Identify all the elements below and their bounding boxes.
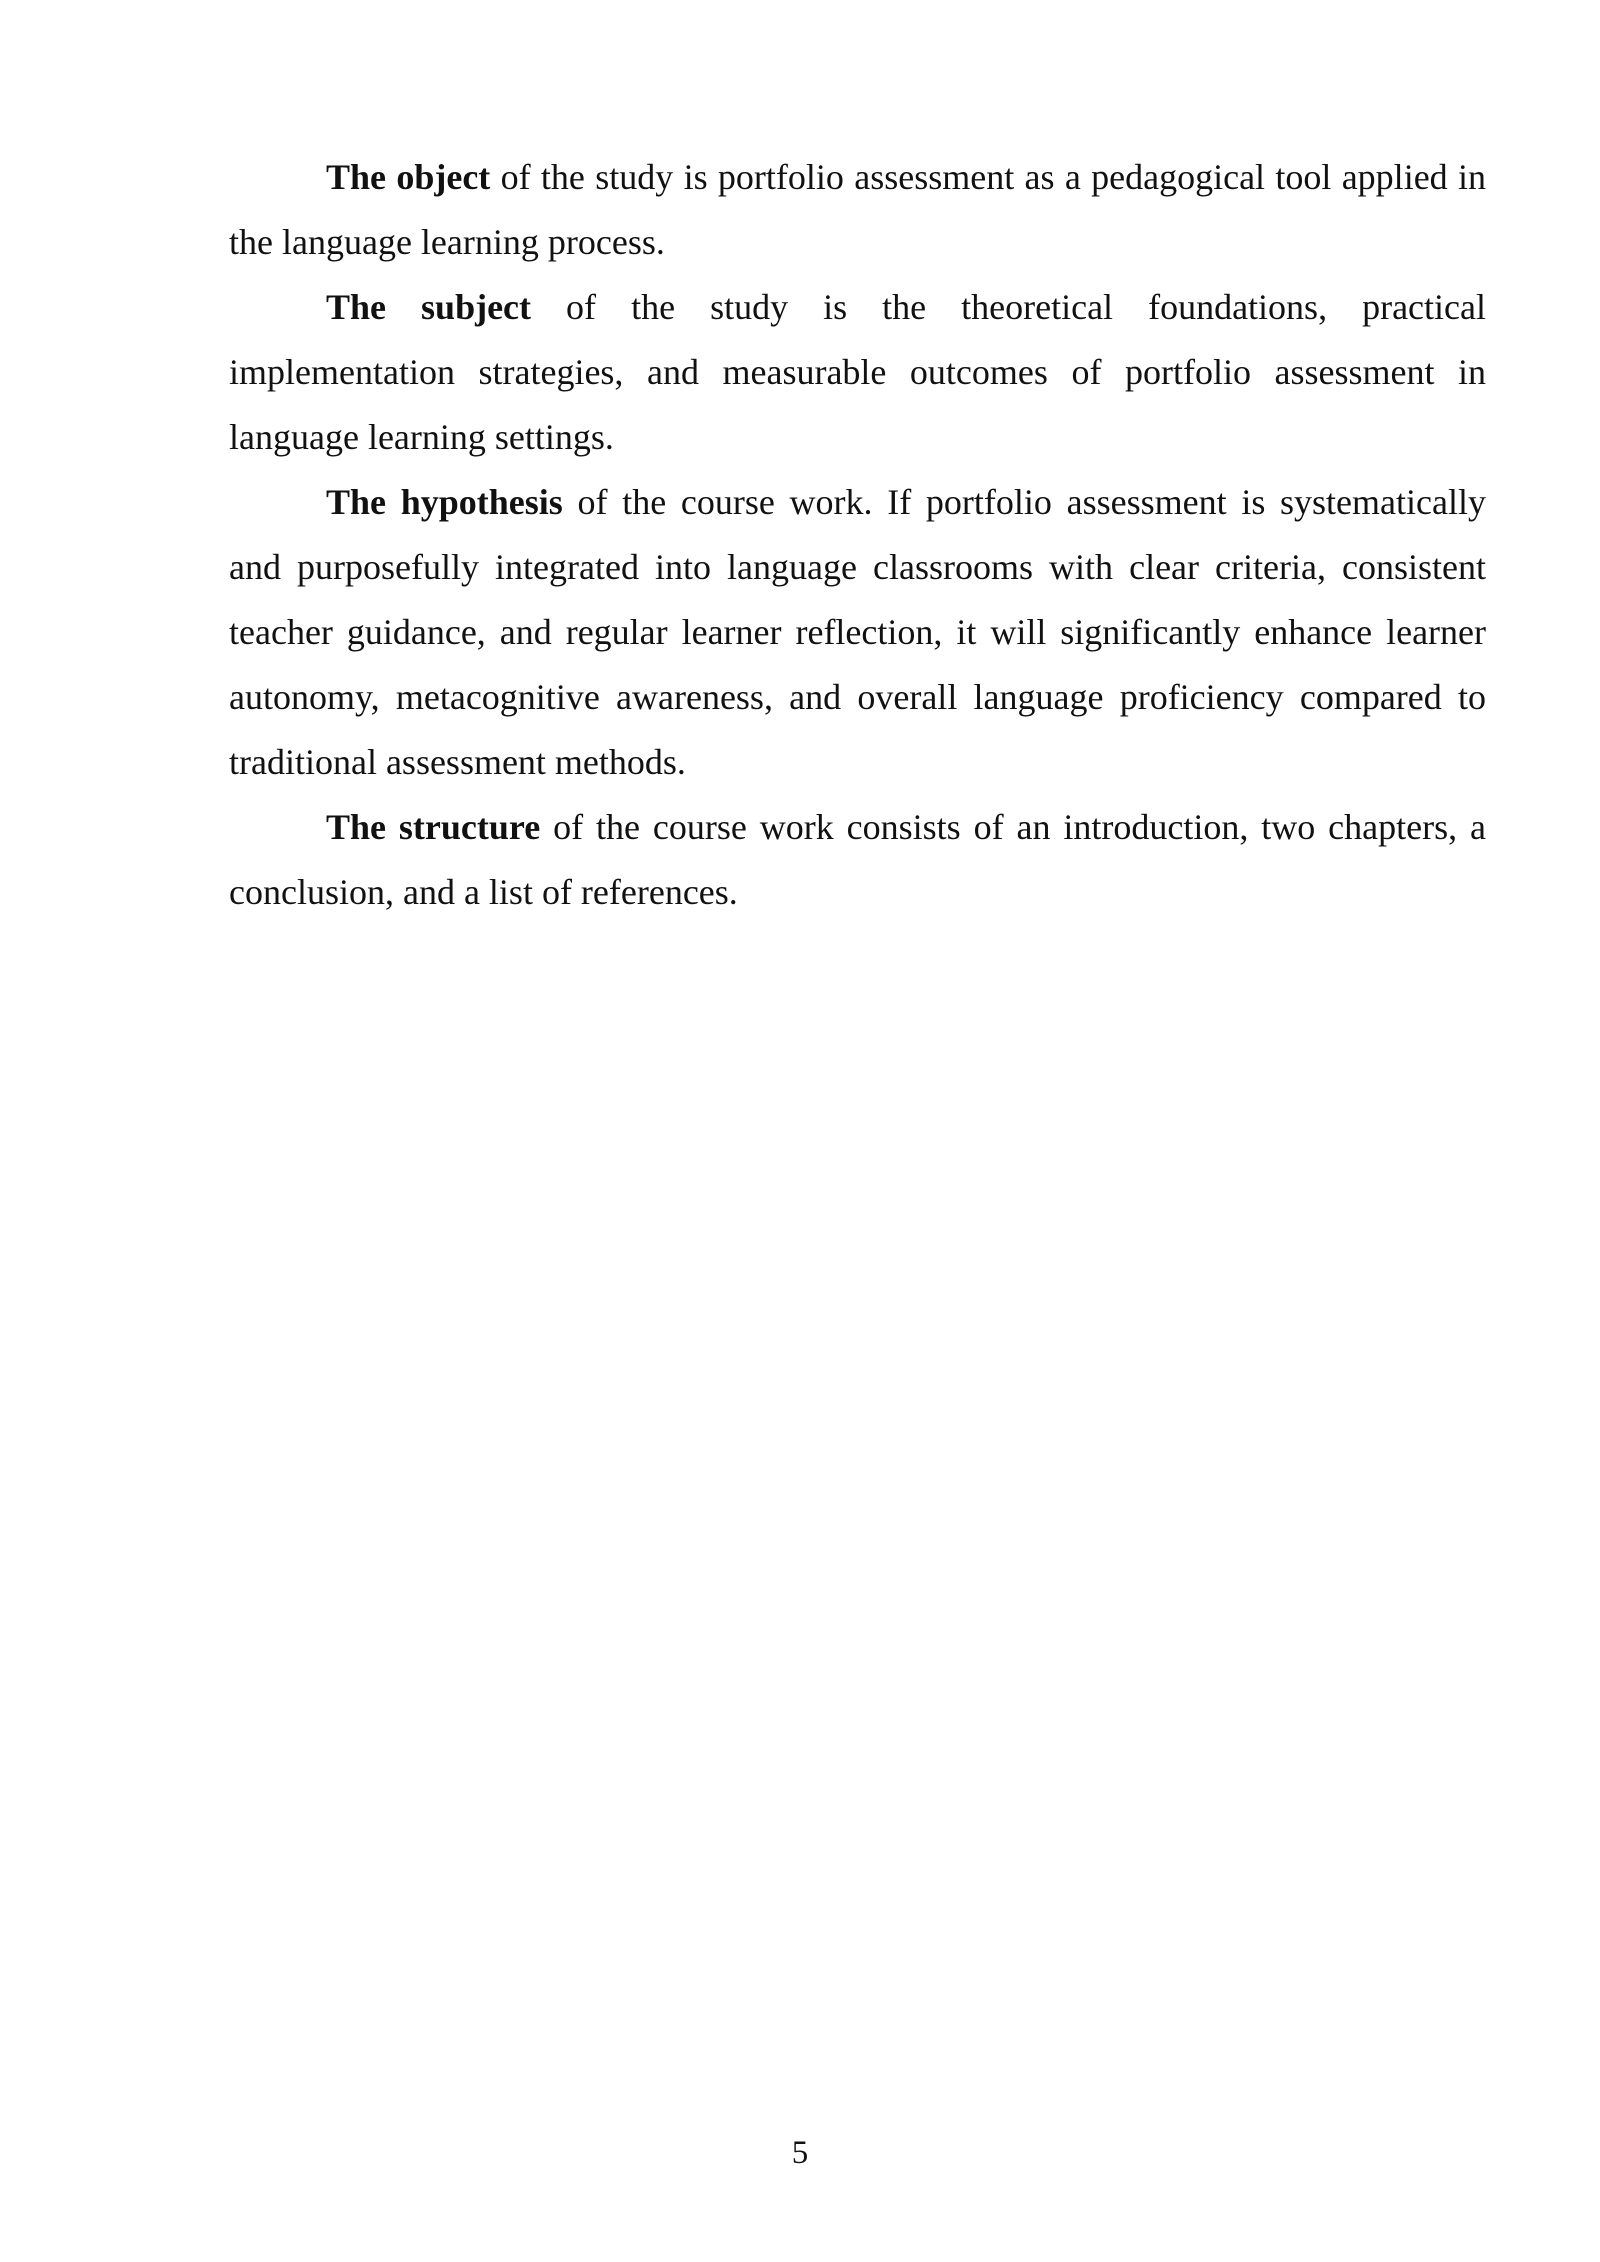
paragraph-lead: The structure (326, 807, 541, 847)
object-paragraph (229, 145, 1486, 275)
paragraph-text: of the study is portfolio assessment as a pedagogical tool applied in the language learning process. (229, 157, 1486, 262)
structure-paragraph (229, 795, 1486, 925)
paragraph-text: of the course work. If portfolio assessment is systematically and purposefully integrated into language classrooms with clear criteria, consistent teacher guidance, and regular learner reflection, it will significantly enhance learner autonomy, metacognitive awareness, and overall language proficiency compared to traditional assessment methods. (229, 482, 1486, 782)
paragraph-text: of the study is the theoretical foundations, practical implementation strategies, and measurable outcomes of portfolio assessment in language learning settings. (229, 287, 1486, 457)
body-text (229, 145, 1486, 925)
hypothesis-paragraph (229, 470, 1486, 795)
page-number: 5 (791, 2135, 809, 2171)
subject-paragraph (229, 275, 1486, 470)
paragraph-lead: The object (326, 157, 491, 197)
paragraph-text: of the course work consists of an introduction, two chapters, a conclusion, and a list of references. (229, 807, 1486, 912)
paragraph-lead: The hypothesis (326, 482, 563, 522)
paragraph-lead: The subject (326, 287, 532, 327)
